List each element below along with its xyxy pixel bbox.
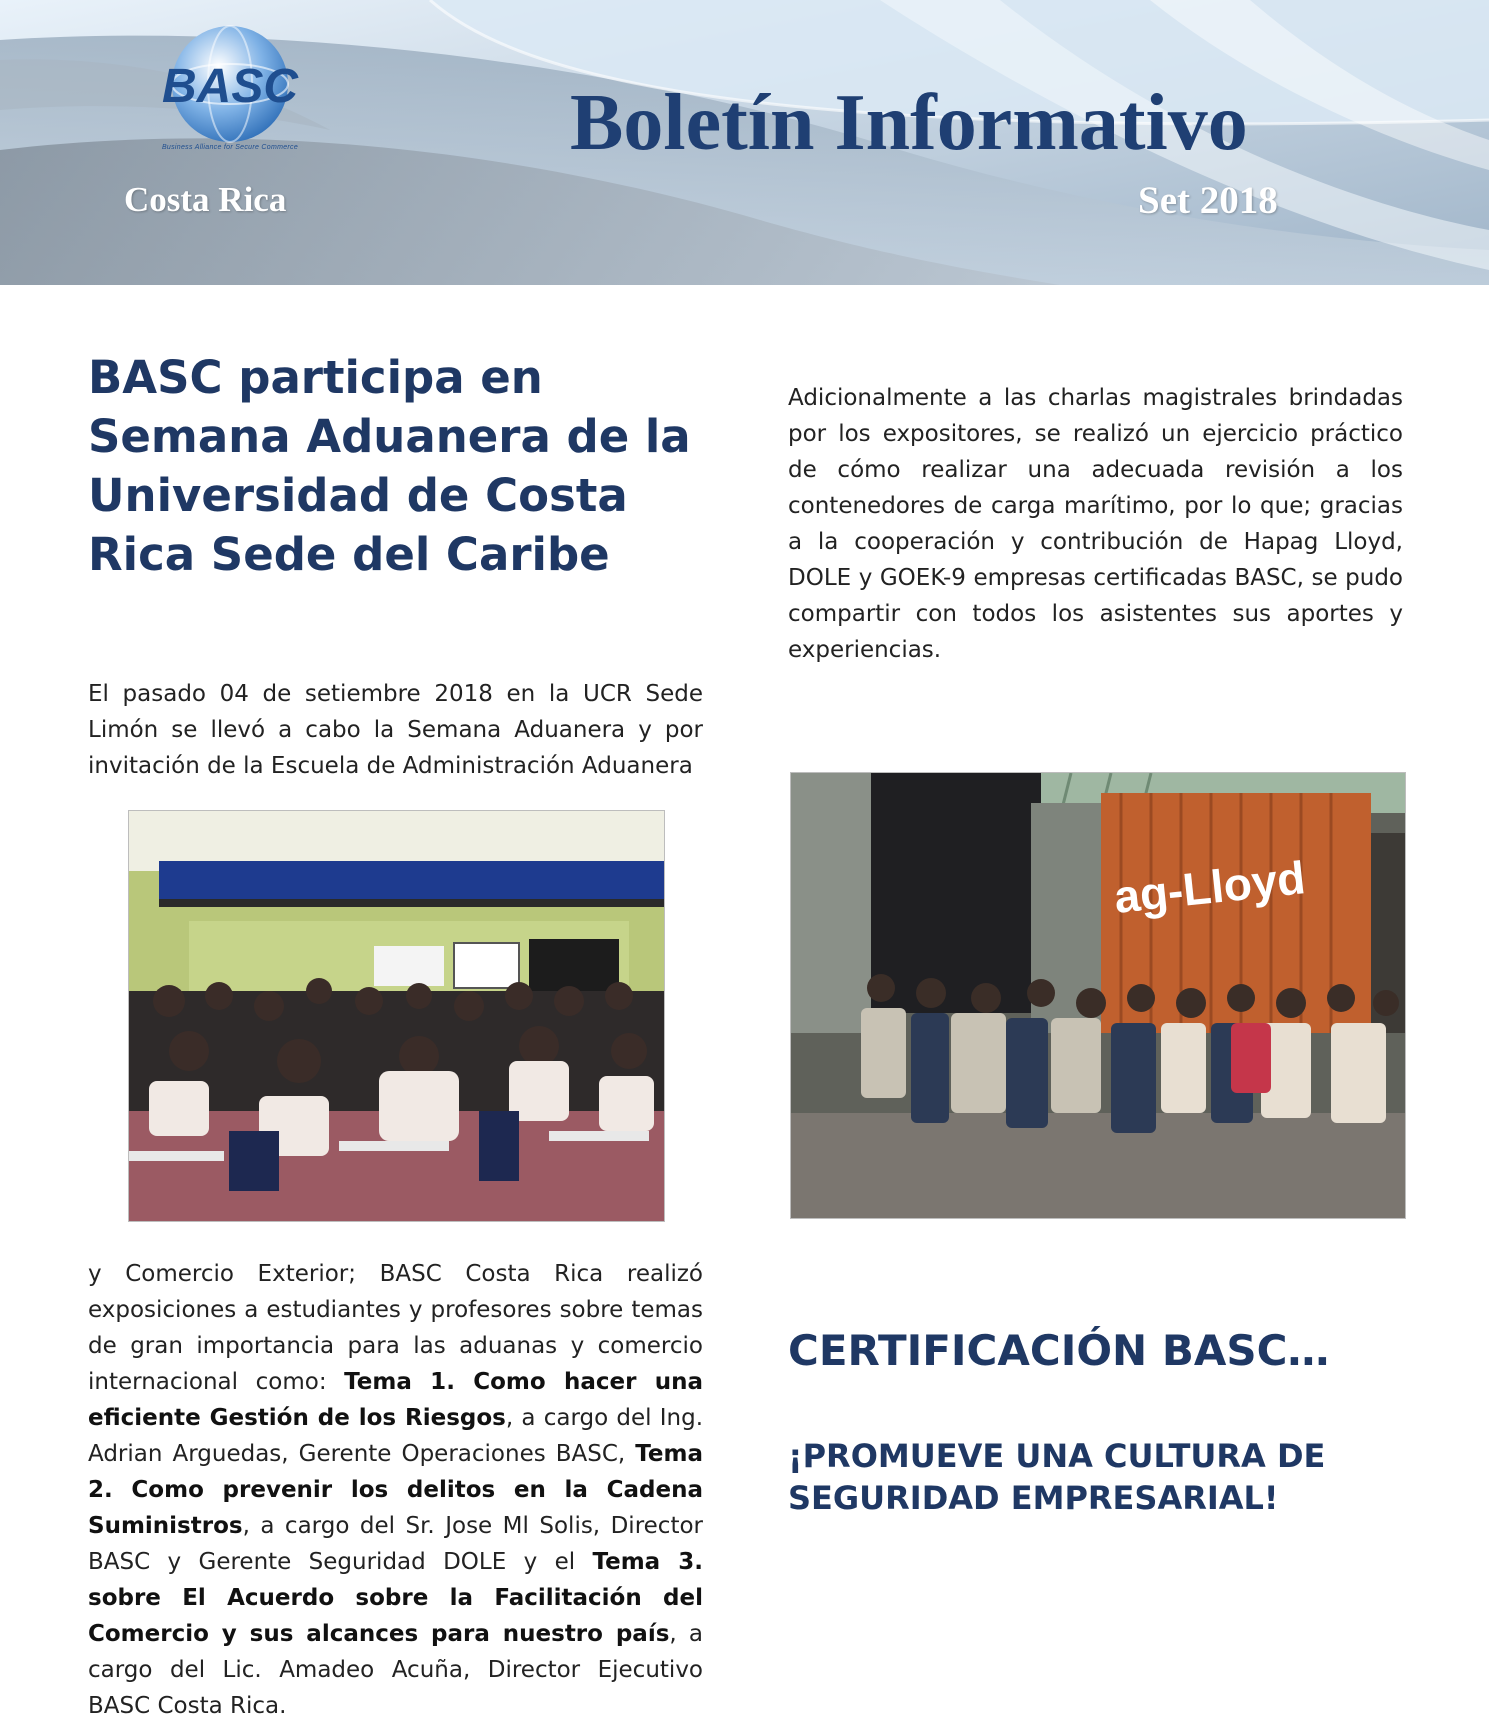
logo-tagline: Business Alliance for Secure Commerce [161, 144, 299, 151]
article-intro: El pasado 04 de setiembre 2018 en la UCR Sede Limón se llevó a cabo la Semana Aduanera y por invitación de la Escuela de Administración Aduanera [88, 681, 703, 779]
banner-country: Costa Rica [124, 180, 287, 219]
topic-2: Tema 2. Como prevenir los delitos en la Cadena Suministros [88, 1441, 703, 1539]
classroom-photo [128, 810, 665, 1222]
body-text-2: , a cargo del Ing. Adrian Arguedas, Gerente Operaciones BASC, [88, 1405, 703, 1467]
topic-1: Tema 1. Como hacer una eficiente Gestión de los Riesgos [88, 1369, 703, 1431]
body-text-3: , a cargo del Sr. Jose Ml Solis, Director BASC y Gerente Seguridad DOLE y el [88, 1513, 703, 1575]
container-inspection-photo [790, 772, 1406, 1219]
header-banner [0, 0, 1489, 285]
article-body [88, 1256, 703, 1724]
body-text-4: , a cargo del Lic. Amadeo Acuña, Director Ejecutivo BASC Costa Rica. [88, 1621, 703, 1719]
topic-3: Tema 3. sobre El Acuerdo sobre la Facilitación del Comercio y sus alcances para nuestro país [88, 1549, 703, 1647]
container-brand-text: ag-Lloyd [1111, 851, 1308, 923]
bulletin-date: Set 2018 [1138, 179, 1278, 222]
bulletin-title: Boletín Informativo [570, 79, 1248, 167]
svg-text:BASC: BASC [161, 60, 299, 113]
body-text-1: y Comercio Exterior; BASC Costa Rica realizó exposiciones a estudiantes y profesores sobre temas de gran importancia para las aduanas y comercio internacional como: [88, 1261, 703, 1395]
certification-subtitle: ¡PROMUEVE UNA CULTURA DE SEGURIDAD EMPRESARIAL! [788, 1437, 1326, 1517]
right-paragraph: Adicionalmente a las charlas magistrales brindadas por los expositores, se realizó un ejercicio práctico de cómo realizar una adecuada revisión a los contenedores de carga marítimo, por lo que; gracias a la cooperación y contribución de Hapag Lloyd, DOLE y GOEK-9 empresas certificadas BASC, se pudo compartir con todos los asistentes sus aportes y experiencias. [788, 385, 1403, 663]
article-headline: BASC participa en Semana Aduanera de la Universidad de Costa Rica Sede del Caribe [88, 351, 691, 581]
certification-title: CERTIFICACIÓN BASC… [788, 1326, 1330, 1375]
basc-logo [150, 22, 310, 157]
